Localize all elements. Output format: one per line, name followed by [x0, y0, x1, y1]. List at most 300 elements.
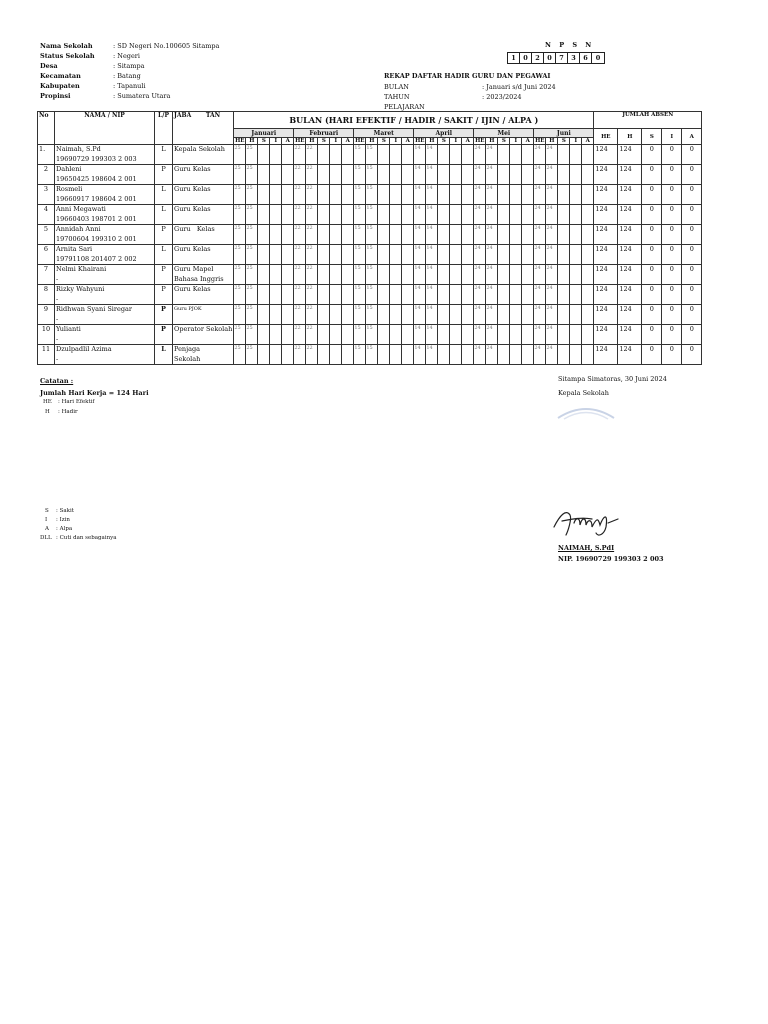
- legend-desc: : Izin: [56, 517, 70, 523]
- sub-header: S: [558, 138, 570, 145]
- month-s-cell: [438, 225, 450, 245]
- month-i-cell: [330, 325, 342, 345]
- month-h-cell: 22: [306, 285, 318, 305]
- month-a-cell: [582, 325, 594, 345]
- month-he-cell: 24: [534, 285, 546, 305]
- month-he-cell: 14: [414, 185, 426, 205]
- npsn-label: N P S N: [545, 41, 595, 49]
- month-he-cell: 22: [294, 145, 306, 165]
- table-row: [38, 305, 702, 325]
- month-a-cell: [462, 205, 474, 225]
- sum-i-cell: 0: [662, 265, 682, 285]
- month-h-cell: 14: [426, 245, 438, 265]
- sum-he-cell: 124: [594, 165, 618, 185]
- month-h-cell: 24: [546, 185, 558, 205]
- row-jabatan-line1: Guru Kelas: [174, 285, 211, 293]
- month-he-cell: 25: [234, 285, 246, 305]
- month-i-cell: [450, 205, 462, 225]
- month-i-cell: [270, 345, 282, 365]
- month-he-cell: 15: [354, 205, 366, 225]
- month-s-cell: [558, 265, 570, 285]
- month-he-cell: 22: [294, 345, 306, 365]
- month-a-cell: [522, 165, 534, 185]
- month-h-cell: 22: [306, 345, 318, 365]
- month-s-cell: [558, 205, 570, 225]
- school-info-value: : Negeri: [113, 52, 140, 60]
- month-he-cell: 15: [354, 165, 366, 185]
- row-lp: P: [155, 285, 173, 305]
- stamp-icon: [556, 398, 616, 420]
- month-i-cell: [390, 265, 402, 285]
- month-h-cell: 15: [366, 145, 378, 165]
- row-jabatan-line1: Kepala Sekolah: [174, 145, 225, 153]
- month-h-cell: 24: [546, 245, 558, 265]
- month-he-cell: 15: [354, 265, 366, 285]
- month-i-cell: [570, 165, 582, 185]
- month-s-cell: [258, 145, 270, 165]
- month-a-cell: [342, 185, 354, 205]
- place-date: Sitampa Simatoras, 30 Juni 2024: [558, 375, 667, 383]
- month-a-cell: [522, 205, 534, 225]
- npsn-digit: 7: [556, 53, 568, 63]
- month-s-cell: [438, 285, 450, 305]
- table-row: [38, 325, 702, 345]
- month-s-cell: [258, 305, 270, 325]
- sum-h-cell: 124: [618, 325, 642, 345]
- month-a-cell: [522, 225, 534, 245]
- month-he-cell: 22: [294, 245, 306, 265]
- rekap-bulan-value: : Januari s/d Juni 2024: [482, 83, 556, 91]
- row-nama: Rosmeli: [56, 185, 83, 193]
- month-h-cell: 24: [546, 285, 558, 305]
- month-h-cell: 24: [546, 265, 558, 285]
- month-i-cell: [510, 185, 522, 205]
- month-a-cell: [522, 325, 534, 345]
- month-s-cell: [498, 245, 510, 265]
- month-i-cell: [390, 345, 402, 365]
- row-no: 4: [38, 205, 55, 225]
- month-h-cell: 14: [426, 185, 438, 205]
- month-h-cell: 25: [246, 225, 258, 245]
- month-a-cell: [282, 325, 294, 345]
- month-s-cell: [318, 205, 330, 225]
- month-he-cell: 14: [414, 165, 426, 185]
- month-a-cell: [582, 285, 594, 305]
- npsn-box: [507, 52, 605, 64]
- month-a-cell: [402, 225, 414, 245]
- month-i-cell: [450, 165, 462, 185]
- month-h-cell: 14: [426, 205, 438, 225]
- month-s-cell: [378, 345, 390, 365]
- sub-header: I: [450, 138, 462, 145]
- month-s-cell: [438, 205, 450, 225]
- row-nama-nip: [55, 325, 155, 345]
- month-h-cell: 25: [246, 205, 258, 225]
- sum-i-cell: 0: [662, 345, 682, 365]
- row-nama: Dahleni: [56, 165, 82, 173]
- sum-s-cell: 0: [642, 305, 662, 325]
- school-info-label: Kabupaten: [40, 82, 80, 90]
- month-i-cell: [570, 145, 582, 165]
- month-he-cell: 22: [294, 205, 306, 225]
- sum-s-cell: 0: [642, 245, 662, 265]
- sum-header: S: [642, 129, 662, 145]
- npsn-digit: 1: [508, 53, 520, 63]
- month-he-cell: 14: [414, 285, 426, 305]
- month-s-cell: [318, 325, 330, 345]
- sub-header: I: [510, 138, 522, 145]
- month-a-cell: [462, 165, 474, 185]
- row-nip: -: [56, 294, 59, 303]
- month-i-cell: [450, 145, 462, 165]
- row-nama: Yulianti: [56, 325, 81, 333]
- legend-key: HE: [43, 399, 52, 405]
- row-no: 6: [38, 245, 55, 265]
- sub-header: H: [366, 138, 378, 145]
- sum-s-cell: 0: [642, 145, 662, 165]
- month-s-cell: [558, 285, 570, 305]
- row-nama-nip: [55, 265, 155, 285]
- month-he-cell: 22: [294, 225, 306, 245]
- row-nama-nip: [55, 345, 155, 365]
- row-jabatan-line1: Guru Mapel: [174, 265, 214, 273]
- month-h-cell: 22: [306, 165, 318, 185]
- sub-header: HE: [475, 138, 485, 144]
- month-header: Mei: [474, 129, 534, 138]
- row-jabatan-line1: Penjaga: [174, 345, 201, 353]
- month-i-cell: [510, 145, 522, 165]
- month-s-cell: [318, 185, 330, 205]
- sub-header: A: [522, 138, 534, 145]
- row-no: 11: [38, 345, 55, 365]
- month-i-cell: [330, 285, 342, 305]
- month-i-cell: [450, 185, 462, 205]
- npsn-digit: 0: [520, 53, 532, 63]
- month-h-cell: 15: [366, 285, 378, 305]
- month-s-cell: [558, 225, 570, 245]
- month-i-cell: [510, 225, 522, 245]
- school-info-label: Propinsi: [40, 92, 71, 100]
- sub-header: S: [498, 138, 510, 145]
- month-a-cell: [462, 145, 474, 165]
- sub-header: I: [330, 138, 342, 145]
- sum-a-cell: 0: [682, 285, 702, 305]
- sum-h-cell: 124: [618, 345, 642, 365]
- month-i-cell: [330, 265, 342, 285]
- month-he-cell: 24: [474, 325, 486, 345]
- month-h-cell: 24: [486, 345, 498, 365]
- month-i-cell: [570, 305, 582, 325]
- row-jabatan: [173, 345, 234, 365]
- signer-nip: NIP. 19690729 199303 2 003: [558, 555, 664, 563]
- month-h-cell: 14: [426, 345, 438, 365]
- sum-a-cell: 0: [682, 325, 702, 345]
- sum-he-cell: 124: [594, 245, 618, 265]
- sub-header: A: [282, 138, 294, 145]
- sum-a-cell: 0: [682, 345, 702, 365]
- month-s-cell: [258, 205, 270, 225]
- month-he-cell: 15: [354, 325, 366, 345]
- month-he-cell: 24: [474, 185, 486, 205]
- school-info-label: Desa: [40, 62, 58, 70]
- row-no: 9: [38, 305, 55, 325]
- row-jabatan: [173, 225, 234, 245]
- month-h-cell: 14: [426, 165, 438, 185]
- school-info-value: : Sitampa: [113, 62, 145, 70]
- table-row: [38, 345, 702, 365]
- month-a-cell: [462, 345, 474, 365]
- sum-a-cell: 0: [682, 205, 702, 225]
- month-header: Juni: [534, 129, 594, 138]
- month-a-cell: [462, 245, 474, 265]
- month-a-cell: [402, 325, 414, 345]
- month-header: Maret: [354, 129, 414, 138]
- month-a-cell: [402, 245, 414, 265]
- legend-key: H: [45, 409, 50, 415]
- sum-h-cell: 124: [618, 165, 642, 185]
- month-h-cell: 15: [366, 225, 378, 245]
- month-i-cell: [270, 165, 282, 185]
- month-a-cell: [282, 285, 294, 305]
- row-jabatan: [173, 285, 234, 305]
- row-nama: Rizky Wahyuni: [56, 285, 105, 293]
- month-a-cell: [282, 205, 294, 225]
- month-h-cell: 15: [366, 185, 378, 205]
- month-h-cell: 22: [306, 225, 318, 245]
- month-he-cell: 14: [414, 305, 426, 325]
- sum-s-cell: 0: [642, 325, 662, 345]
- col-nama-header: NAMA / NIP: [55, 112, 155, 145]
- month-a-cell: [282, 145, 294, 165]
- row-no: 10: [38, 325, 55, 345]
- rekap-title: REKAP DAFTAR HADIR GURU DAN PEGAWAI: [384, 72, 551, 80]
- month-he-cell: 22: [294, 285, 306, 305]
- month-h-cell: 25: [246, 345, 258, 365]
- rekap-tahun-value: : 2023/2024: [482, 93, 522, 101]
- month-i-cell: [570, 225, 582, 245]
- sub-header: I: [390, 138, 402, 145]
- month-h-cell: 15: [366, 165, 378, 185]
- sum-i-cell: 0: [662, 205, 682, 225]
- sub-header: HE: [355, 138, 365, 144]
- month-he-cell: 25: [234, 345, 246, 365]
- row-jabatan-line1: Guru Kelas: [174, 205, 211, 213]
- month-i-cell: [450, 305, 462, 325]
- signer-position: Kepala Sekolah: [558, 389, 609, 397]
- row-jabatan: [173, 305, 234, 325]
- sum-a-cell: 0: [682, 265, 702, 285]
- sum-header: A: [682, 129, 702, 145]
- month-i-cell: [570, 185, 582, 205]
- month-he-cell: 15: [354, 305, 366, 325]
- month-h-cell: 22: [306, 185, 318, 205]
- npsn-digit: 0: [595, 54, 601, 62]
- row-nama-nip: [55, 225, 155, 245]
- legend-desc: : Alpa: [56, 526, 73, 532]
- school-info-value: : Sumatera Utara: [113, 92, 171, 100]
- npsn-digit: 3: [568, 53, 580, 63]
- month-he-cell: 24: [534, 145, 546, 165]
- row-jabatan: [173, 265, 234, 285]
- sum-header: I: [662, 129, 682, 145]
- month-h-cell: 24: [486, 265, 498, 285]
- npsn-digit: 6: [580, 53, 592, 63]
- sub-header: A: [462, 138, 474, 145]
- month-h-cell: 24: [546, 325, 558, 345]
- month-i-cell: [570, 205, 582, 225]
- row-nama: Annidah Anni: [56, 225, 101, 233]
- month-a-cell: [342, 145, 354, 165]
- month-i-cell: [510, 205, 522, 225]
- sub-header: HE: [535, 138, 545, 144]
- sum-header: HE: [594, 129, 618, 145]
- sum-s-cell: 0: [642, 165, 662, 185]
- school-info-value: : Tapanuli: [113, 82, 146, 90]
- month-he-cell: 24: [534, 205, 546, 225]
- month-s-cell: [438, 325, 450, 345]
- row-lp: L: [155, 185, 173, 205]
- row-no: 3: [38, 185, 55, 205]
- month-h-cell: 24: [546, 305, 558, 325]
- row-nama-nip: [55, 245, 155, 265]
- month-s-cell: [258, 165, 270, 185]
- month-he-cell: 22: [294, 165, 306, 185]
- row-nama-nip: [55, 165, 155, 185]
- month-h-cell: 15: [366, 205, 378, 225]
- month-a-cell: [522, 285, 534, 305]
- month-he-cell: 14: [414, 345, 426, 365]
- month-i-cell: [570, 325, 582, 345]
- month-a-cell: [582, 145, 594, 165]
- month-i-cell: [330, 245, 342, 265]
- month-s-cell: [318, 245, 330, 265]
- month-h-cell: 22: [306, 145, 318, 165]
- month-h-cell: 24: [546, 345, 558, 365]
- row-nama: Nelmi Khairani: [56, 265, 107, 273]
- month-a-cell: [582, 225, 594, 245]
- month-s-cell: [318, 145, 330, 165]
- legend-desc: : Hadir: [58, 409, 78, 415]
- month-h-cell: 14: [426, 305, 438, 325]
- row-nip: 19660403 198701 2 001: [56, 214, 137, 223]
- header-row-1: [38, 112, 702, 129]
- month-s-cell: [318, 305, 330, 325]
- month-i-cell: [450, 285, 462, 305]
- catatan-label: Catatan :: [40, 377, 74, 385]
- month-i-cell: [510, 345, 522, 365]
- month-a-cell: [402, 145, 414, 165]
- month-a-cell: [342, 165, 354, 185]
- sub-header: I: [570, 138, 582, 145]
- sub-header: S: [378, 138, 390, 145]
- month-i-cell: [330, 305, 342, 325]
- month-s-cell: [498, 145, 510, 165]
- month-i-cell: [330, 345, 342, 365]
- month-he-cell: 24: [474, 145, 486, 165]
- month-a-cell: [342, 345, 354, 365]
- month-i-cell: [270, 225, 282, 245]
- legend-key: DLL: [40, 535, 52, 541]
- month-s-cell: [438, 345, 450, 365]
- month-i-cell: [510, 285, 522, 305]
- month-he-cell: 24: [534, 265, 546, 285]
- sum-s-cell: 0: [642, 185, 662, 205]
- row-jabatan-line2: Sekolah: [174, 354, 201, 363]
- month-s-cell: [258, 245, 270, 265]
- month-a-cell: [282, 165, 294, 185]
- month-s-cell: [558, 185, 570, 205]
- col-no-header: No: [38, 112, 55, 145]
- month-h-cell: 15: [366, 345, 378, 365]
- month-s-cell: [378, 325, 390, 345]
- row-lp: P: [155, 305, 173, 325]
- month-i-cell: [270, 325, 282, 345]
- month-s-cell: [498, 265, 510, 285]
- month-i-cell: [330, 185, 342, 205]
- row-nama-nip: [55, 305, 155, 325]
- row-nip: 19650425 198604 2 001: [56, 174, 137, 183]
- month-s-cell: [498, 225, 510, 245]
- month-h-cell: 22: [306, 245, 318, 265]
- month-s-cell: [558, 345, 570, 365]
- row-jabatan-line1: Guru Kelas: [174, 165, 211, 173]
- month-s-cell: [258, 225, 270, 245]
- sum-a-cell: 0: [682, 185, 702, 205]
- table-row: [38, 245, 702, 265]
- month-a-cell: [462, 305, 474, 325]
- month-a-cell: [342, 285, 354, 305]
- sum-h-cell: 124: [618, 145, 642, 165]
- school-info-label: Nama Sekolah: [40, 42, 93, 50]
- month-he-cell: 22: [294, 265, 306, 285]
- month-he-cell: 24: [474, 345, 486, 365]
- month-s-cell: [438, 145, 450, 165]
- row-nama-nip: [55, 205, 155, 225]
- month-he-cell: 25: [234, 265, 246, 285]
- sum-a-cell: 0: [682, 225, 702, 245]
- month-i-cell: [330, 225, 342, 245]
- row-jabatan-line1: Guru Kelas: [174, 245, 211, 253]
- row-jabatan: [173, 145, 234, 165]
- row-jabatan: [173, 185, 234, 205]
- month-h-cell: 24: [486, 205, 498, 225]
- month-he-cell: 24: [534, 245, 546, 265]
- month-h-cell: 24: [546, 225, 558, 245]
- row-nip: -: [56, 314, 59, 323]
- sub-header: I: [270, 138, 282, 145]
- school-info-value: : Batang: [113, 72, 141, 80]
- month-a-cell: [582, 185, 594, 205]
- sum-h-cell: 124: [618, 185, 642, 205]
- month-s-cell: [438, 265, 450, 285]
- month-s-cell: [378, 305, 390, 325]
- month-h-cell: 25: [246, 185, 258, 205]
- month-h-cell: 24: [486, 225, 498, 245]
- month-he-cell: 22: [294, 325, 306, 345]
- legend-desc: : Cuti dan sebagainya: [56, 535, 117, 541]
- month-a-cell: [282, 265, 294, 285]
- sub-header: A: [402, 138, 414, 145]
- sub-header: H: [426, 138, 438, 145]
- month-he-cell: 14: [414, 225, 426, 245]
- sum-i-cell: 0: [662, 145, 682, 165]
- sum-i-cell: 0: [662, 285, 682, 305]
- row-jabatan: [173, 325, 234, 345]
- month-a-cell: [462, 225, 474, 245]
- month-h-cell: 14: [426, 285, 438, 305]
- month-a-cell: [402, 205, 414, 225]
- month-i-cell: [270, 185, 282, 205]
